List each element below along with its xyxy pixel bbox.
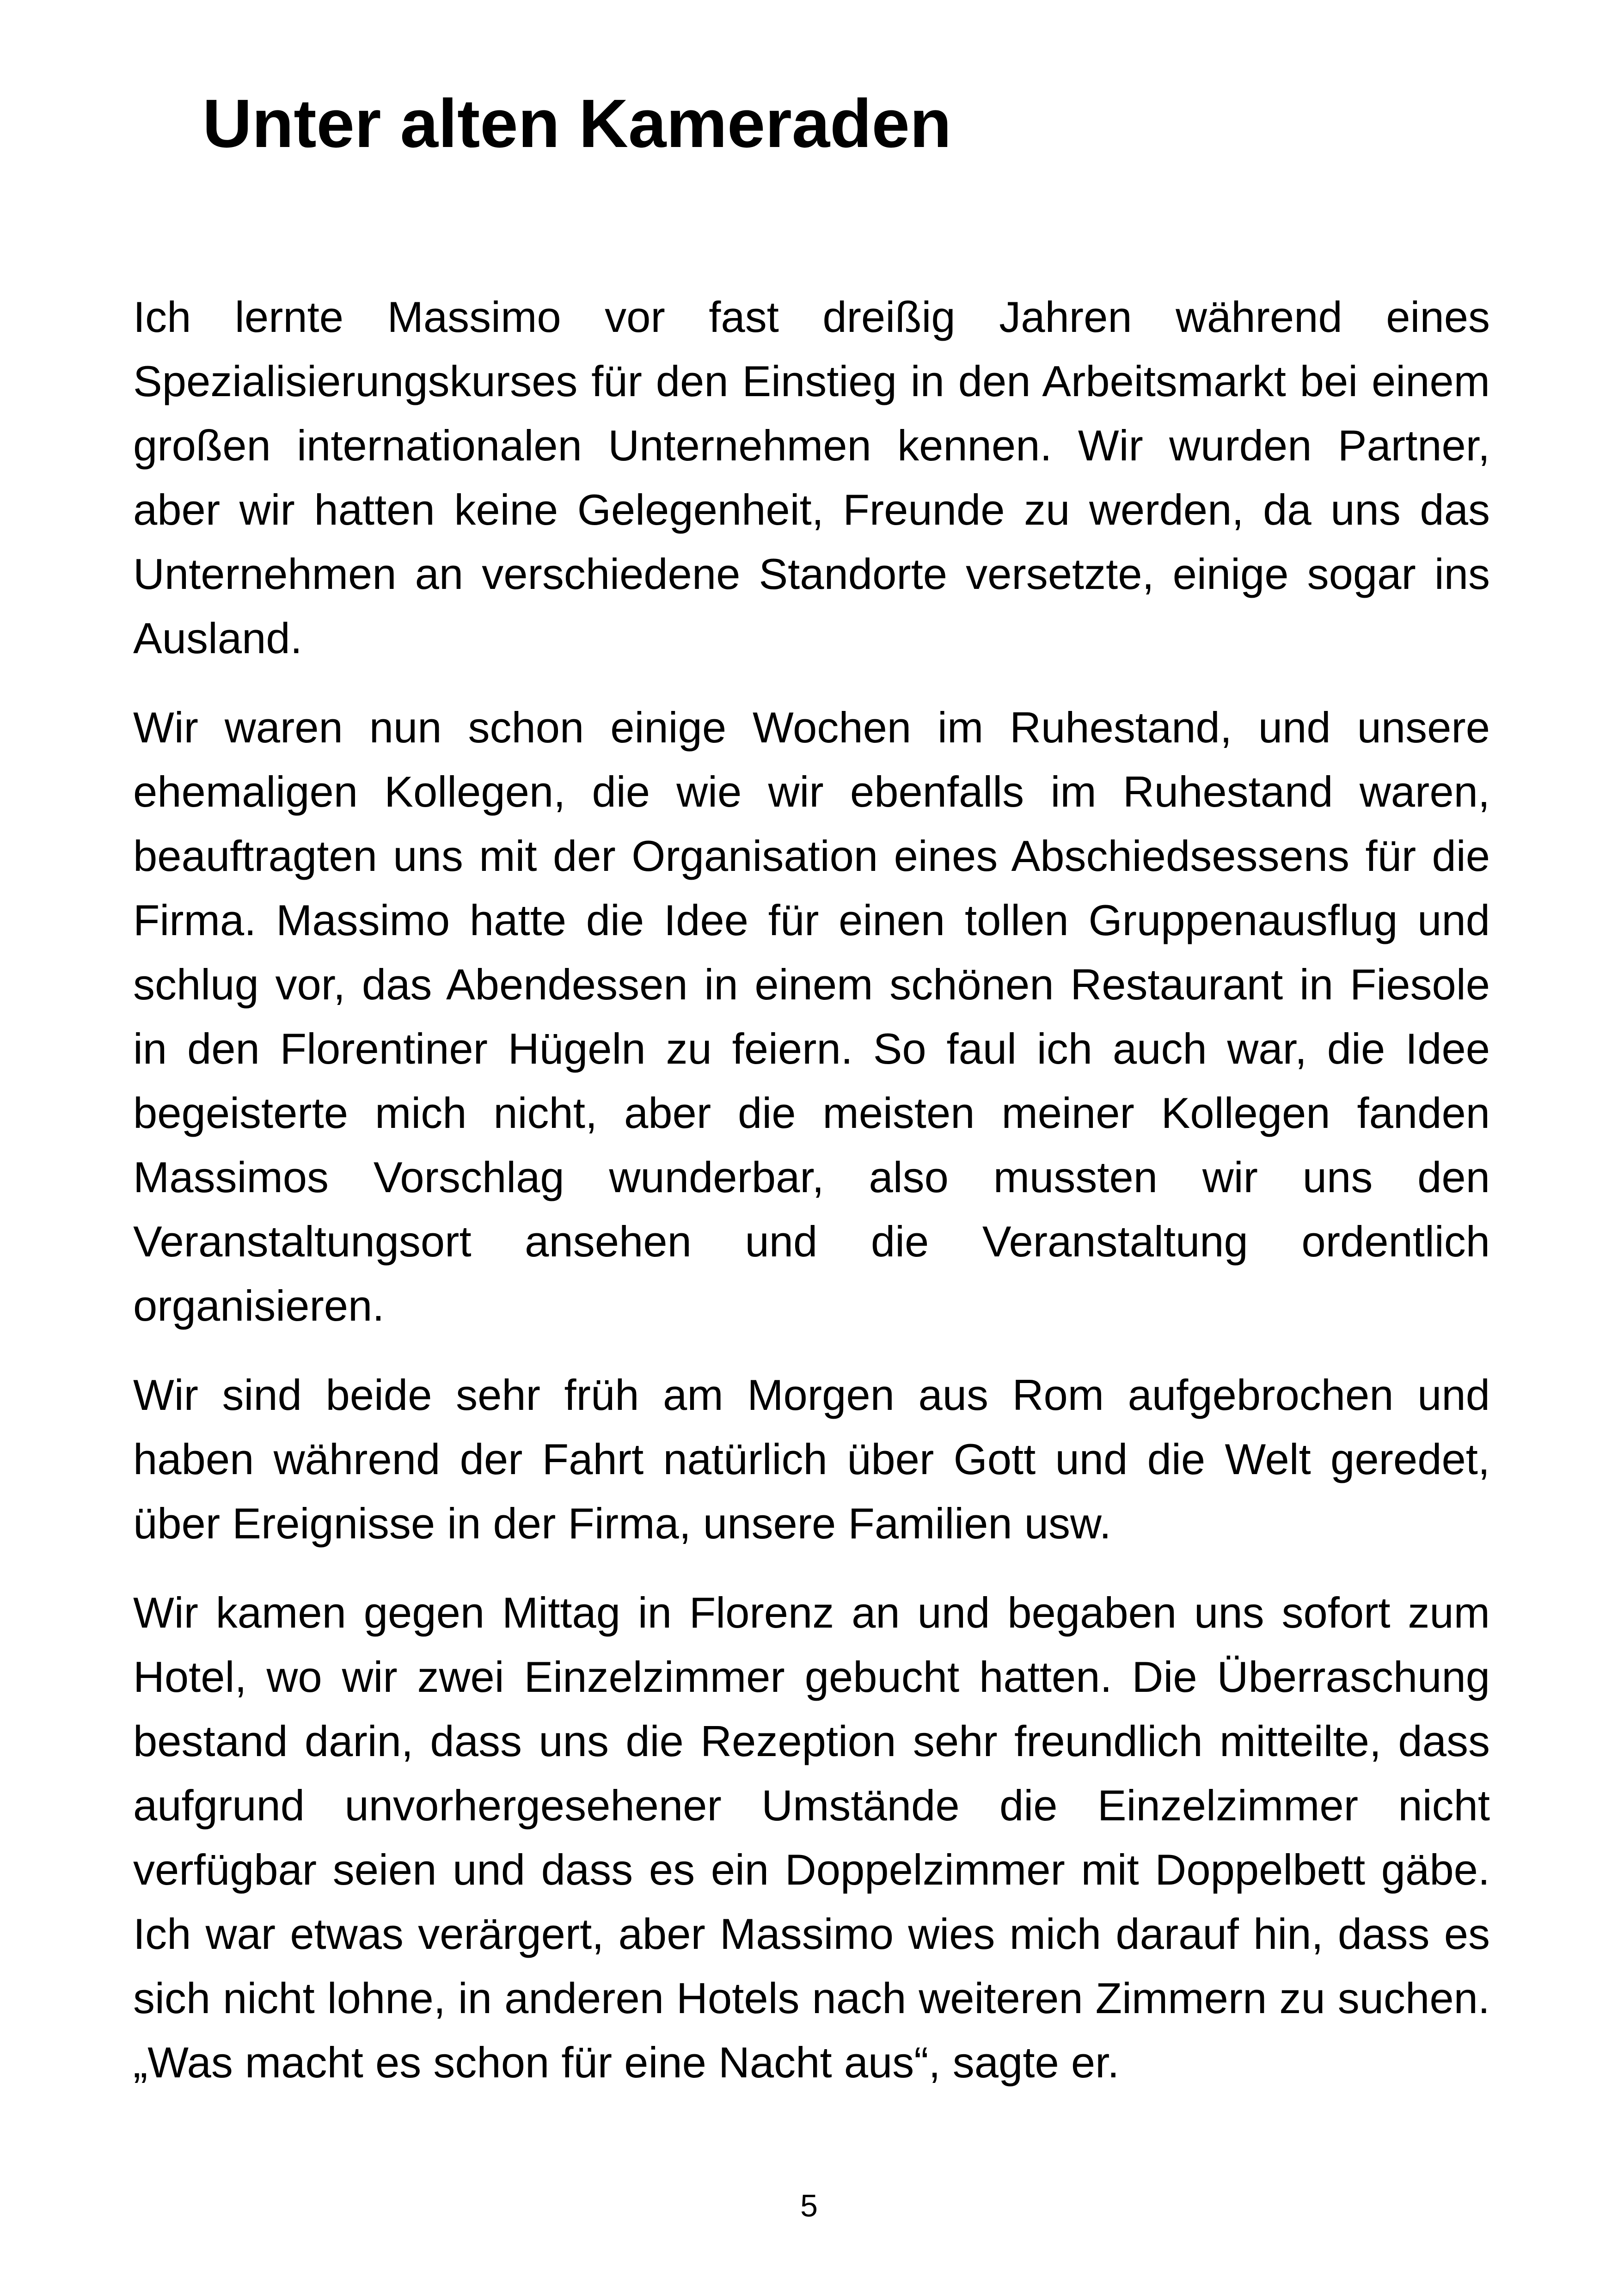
page-title: Unter alten Kameraden: [202, 86, 952, 162]
page-number: 5: [800, 2188, 818, 2223]
paragraph-2: Wir waren nun schon einige Wochen im Ruhestand, und unsere ehemaligen Kollegen, die wie wir ebenfalls im Ruhestand waren, beauftragten uns mit der Organisation eines Abschiedsessens für die Firma. Massimo hatte die Idee für einen tollen Gruppenausflug und schlug vor, das Abendessen in einem schönen Restaurant in Fiesole in den Florentiner Hügeln zu feiern. So faul ich auch war, die Idee begeisterte mich nicht, aber die meisten meiner Kollegen fanden Massimos Vorschlag wunderbar, also mussten wir uns den Veranstaltungsort ansehen und die Veranstaltung ordentlich organisieren.: [133, 703, 1490, 1330]
body-text: [133, 285, 1490, 2119]
paragraph-1: Ich lernte Massimo vor fast dreißig Jahren während eines Spezialisierungskurses für den Einstieg in den Arbeitsmarkt bei einem großen internationalen Unternehmen kennen. Wir wurden Partner, aber wir hatten keine Gelegenheit, Freunde zu werden, da uns das Unternehmen an verschiedene Standorte versetzte, einige sogar ins Ausland.: [133, 293, 1490, 662]
paragraph-4: Wir kamen gegen Mittag in Florenz an und begaben uns sofort zum Hotel, wo wir zwei Einzelzimmer gebucht hatten. Die Überraschung bestand darin, dass uns die Rezeption sehr freundlich mitteilte, dass aufgrund unvorhergesehener Umstände die Einzelzimmer nicht verfügbar seien und dass es ein Doppelzimmer mit Doppelbett gäbe. Ich war etwas verärgert, aber Massimo wies mich darauf hin, dass es sich nicht lohne, in anderen Hotels nach weiteren Zimmern zu suchen. „Was macht es schon für eine Nacht aus“, sagte er.: [133, 1588, 1490, 2087]
paragraph-3: Wir sind beide sehr früh am Morgen aus Rom aufgebrochen und haben während der Fahrt natürlich über Gott und die Welt geredet, über Ereignisse in der Firma, unsere Familien usw.: [133, 1371, 1490, 1548]
